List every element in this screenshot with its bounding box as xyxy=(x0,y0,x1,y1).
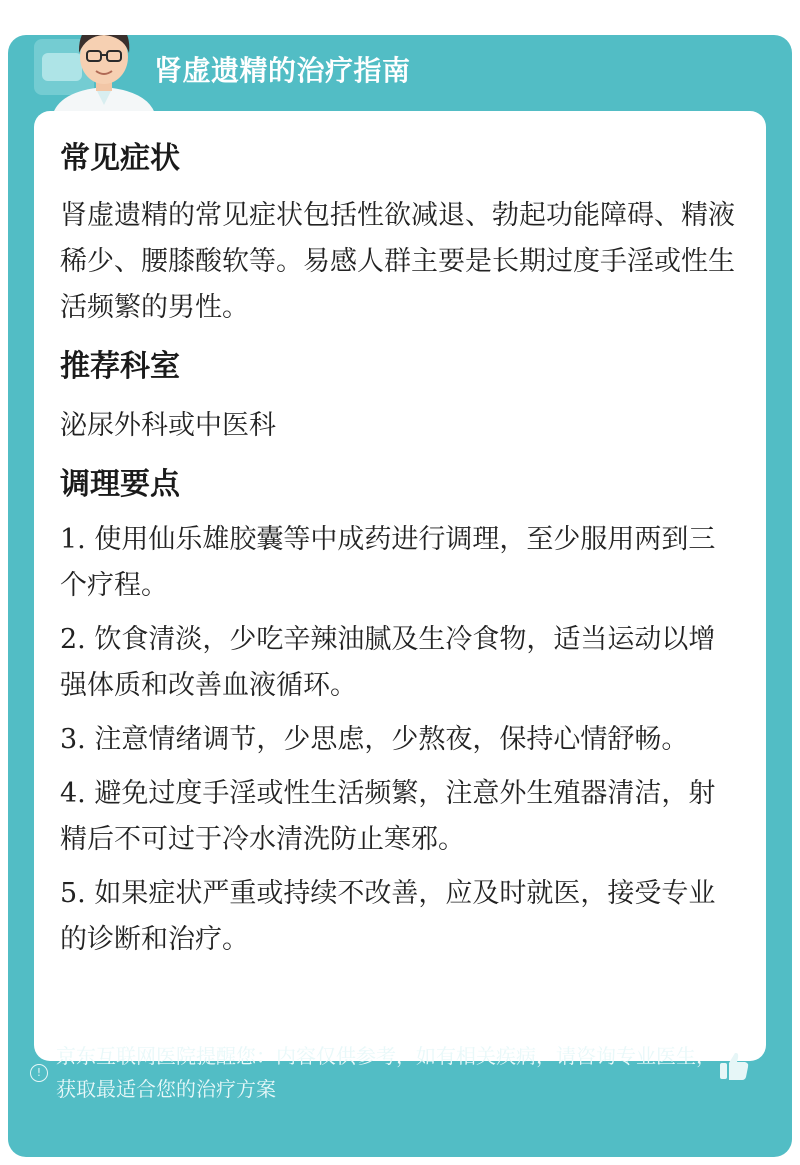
care-heading: 调理要点 xyxy=(60,467,180,502)
thumbs-up-icon[interactable] xyxy=(716,1048,752,1084)
item-text: 如果症状严重或持续不改善，应及时就医，接受专业的诊断和治疗。 xyxy=(60,878,716,955)
item-number: 4. xyxy=(60,778,86,809)
care-list xyxy=(60,517,740,963)
department-text: 泌尿外科或中医科 xyxy=(60,410,276,441)
page-title: 肾虚遗精的治疗指南 xyxy=(154,54,411,87)
list-item xyxy=(60,871,740,963)
list-item xyxy=(60,717,740,763)
info-icon: ! xyxy=(30,1064,48,1082)
content-body xyxy=(60,135,740,963)
disclaimer-text: 京东互联网医院提醒您：内容仅供参考，如有相关疾病，请咨询专业医生，获取最适合您的治疗方案 xyxy=(56,1044,716,1101)
content-card xyxy=(34,111,766,1061)
department-heading: 推荐科室 xyxy=(60,349,180,384)
item-number: 2. xyxy=(60,624,86,655)
symptoms-heading: 常见症状 xyxy=(60,141,180,176)
guide-panel xyxy=(8,35,792,1157)
item-number: 5. xyxy=(60,878,86,909)
item-text: 使用仙乐雄胶囊等中成药进行调理，至少服用两到三个疗程。 xyxy=(60,524,716,601)
item-text: 注意情绪调节，少思虑，少熬夜，保持心情舒畅。 xyxy=(94,724,689,755)
item-number: 3. xyxy=(60,724,86,755)
symptoms-text: 肾虚遗精的常见症状包括性欲减退、勃起功能障碍、精液稀少、腰膝酸软等。易感人群主要是长期过度手淫或性生活频繁的男性。 xyxy=(60,200,735,323)
list-item xyxy=(60,517,740,609)
list-item xyxy=(60,617,740,709)
item-text: 避免过度手淫或性生活频繁，注意外生殖器清洁，射精后不可过于冷水清洗防止寒邪。 xyxy=(60,778,716,855)
item-number: 1. xyxy=(60,524,86,555)
list-item xyxy=(60,771,740,863)
item-text: 饮食清淡，少吃辛辣油腻及生冷食物，适当运动以增强体质和改善血液循环。 xyxy=(60,624,716,701)
doctor-avatar xyxy=(34,35,172,121)
